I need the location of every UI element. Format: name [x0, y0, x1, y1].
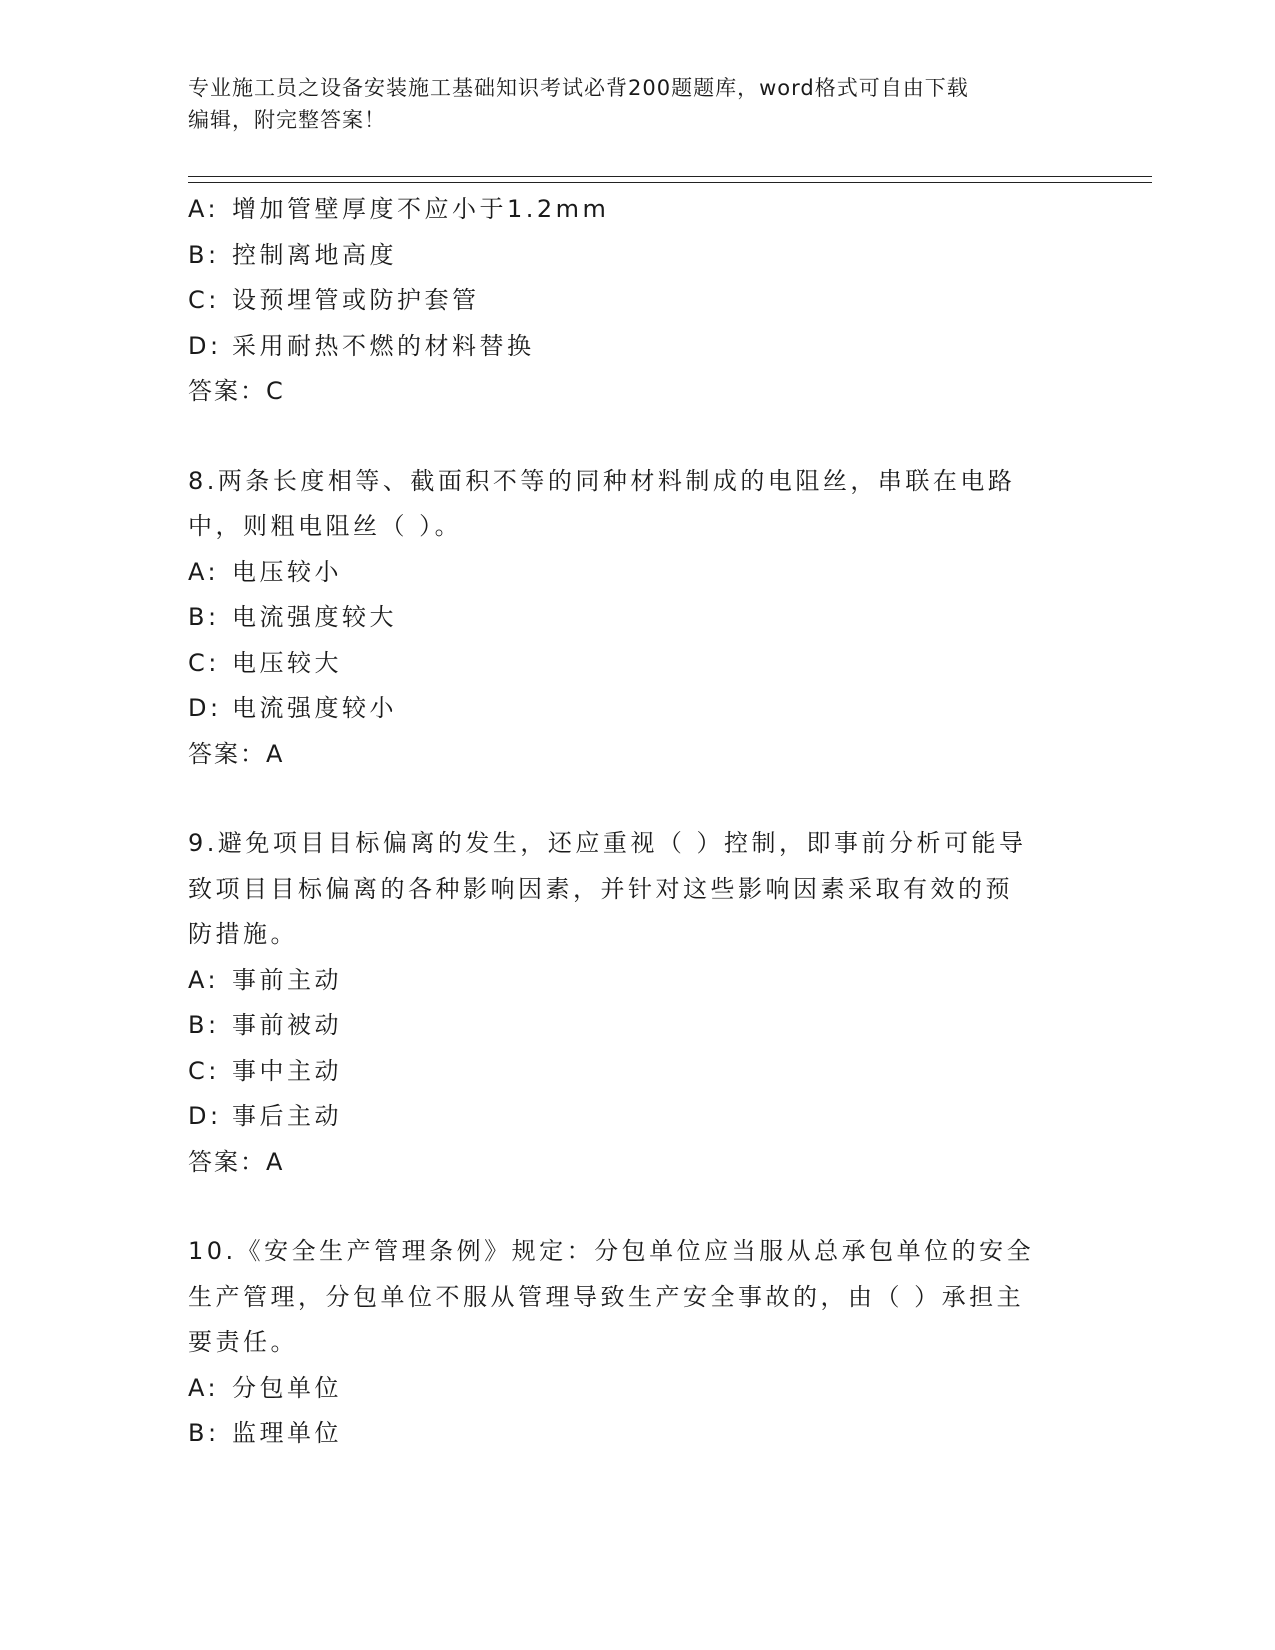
option-text: 电压较小: [232, 557, 342, 586]
option-key: D:: [188, 694, 222, 722]
option-key: A:: [188, 965, 220, 994]
question-text-line: 要责任。: [188, 1328, 298, 1356]
option-text: 电流强度较小: [232, 694, 397, 722]
option-key: B:: [188, 603, 220, 631]
option-text: 电流强度较大: [232, 603, 397, 631]
question-text-line: 致项目目标偏离的各种影响因素，并针对这些影响因素采取有效的预: [188, 874, 1013, 903]
option-text: 采用耐热不燃的材料替换: [232, 331, 535, 360]
question-text-line: 8.两条长度相等、截面积不等的同种材料制成的电阻丝，串联在电路: [188, 466, 1016, 495]
option-d: [188, 324, 1088, 370]
question-text-line: 中，则粗电阻丝（ ）。: [188, 512, 463, 540]
option-text: 事中主动: [232, 1056, 342, 1085]
option-text: 增加管壁厚度不应小于1.2mm: [232, 195, 610, 223]
option-b: [188, 595, 1088, 641]
option-text: 事后主动: [232, 1102, 342, 1130]
option-text: 设预埋管或防护套管: [232, 286, 480, 314]
option-key: C:: [188, 1056, 220, 1085]
question-8: [188, 459, 1088, 778]
answer-line: 答案：C: [188, 377, 285, 405]
option-key: B:: [188, 240, 220, 269]
option-key: D:: [188, 1102, 222, 1130]
option-key: D:: [188, 331, 222, 360]
answer-line: 答案：A: [188, 1147, 285, 1176]
option-text: 事前被动: [232, 1011, 342, 1039]
option-a: [188, 1366, 1088, 1412]
option-key: A:: [188, 557, 220, 586]
option-key: B:: [188, 1011, 220, 1039]
header-title-line-2: 编辑，附完整答案！: [188, 108, 386, 132]
option-text: 分包单位: [232, 1373, 342, 1402]
option-key: A:: [188, 1373, 220, 1402]
option-b: [188, 233, 1088, 279]
option-b: [188, 1411, 1088, 1457]
question-spacer: [188, 1185, 1088, 1229]
option-a: [188, 187, 1088, 233]
question-text-line: 生产管理，分包单位不服从管理导致生产安全事故的，由（ ）承担主: [188, 1282, 1025, 1311]
option-key: C:: [188, 648, 220, 677]
option-d: [188, 1094, 1088, 1140]
option-text: 事前主动: [232, 965, 342, 994]
answer-line: 答案：A: [188, 739, 285, 768]
option-c: [188, 641, 1088, 687]
option-key: B:: [188, 1419, 220, 1447]
question-9: [188, 821, 1088, 1185]
option-key: A:: [188, 195, 220, 223]
question-spacer: [188, 777, 1088, 821]
header-divider-top: [188, 176, 1152, 177]
question-7: [188, 187, 1088, 415]
document-header: [188, 72, 1068, 136]
header-divider-bottom: [188, 182, 1152, 183]
header-title-line-1: 专业施工员之设备安装施工基础知识考试必背200题题库，word格式可自由下载: [188, 76, 969, 100]
question-text-line: 10.《安全生产管理条例》规定：分包单位应当服从总承包单位的安全: [188, 1237, 1035, 1265]
option-text: 电压较大: [232, 648, 342, 677]
option-c: [188, 278, 1088, 324]
option-text: 控制离地高度: [232, 240, 397, 269]
question-list: [188, 187, 1088, 1457]
question-spacer: [188, 415, 1088, 459]
option-b: [188, 1003, 1088, 1049]
question-text-line: 防措施。: [188, 920, 298, 948]
question-text-line: 9.避免项目目标偏离的发生，还应重视（ ）控制，即事前分析可能导: [188, 829, 1027, 857]
option-key: C:: [188, 286, 220, 314]
question-10: [188, 1229, 1088, 1457]
option-text: 监理单位: [232, 1419, 342, 1447]
option-c: [188, 1049, 1088, 1095]
option-d: [188, 686, 1088, 732]
option-a: [188, 550, 1088, 596]
option-a: [188, 958, 1088, 1004]
